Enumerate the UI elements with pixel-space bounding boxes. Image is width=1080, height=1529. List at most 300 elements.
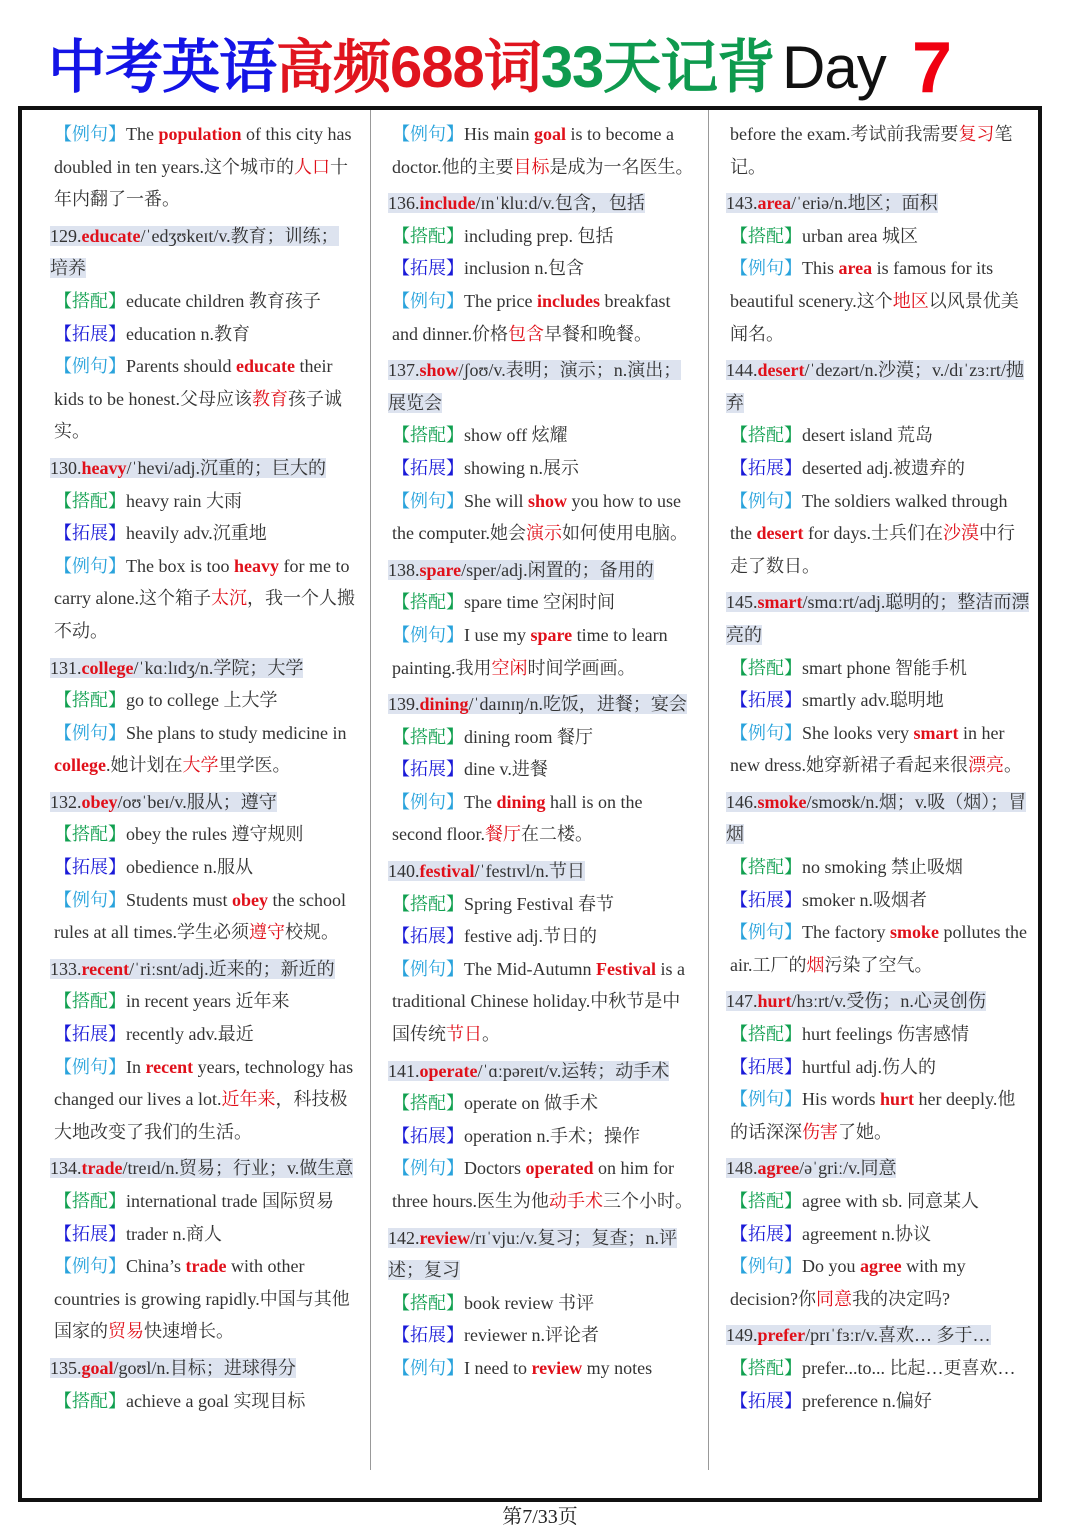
- entry-number: 141.: [388, 1060, 420, 1081]
- headword: goal: [81, 1357, 114, 1378]
- collocation-line: [50, 485, 356, 518]
- text-segment: 了她。: [838, 1121, 892, 1142]
- entry-number: 134.: [50, 1158, 82, 1179]
- example-line: [50, 550, 356, 648]
- text-segment: The soldiers walked through the: [730, 490, 1008, 544]
- text-segment: 三个小时。: [602, 1191, 693, 1211]
- text-segment: operate on 做手术: [464, 1093, 598, 1114]
- example-tag: 【例句】: [392, 958, 464, 979]
- phonetic-and-meaning: /ˈedʒʊkeɪt/v.教育；训练；培养: [50, 225, 339, 279]
- text-segment: heavily adv.沉重地: [126, 523, 267, 544]
- phonetic-and-meaning: /ˈriːsnt/adj.近来的；新近的: [129, 958, 335, 979]
- collocation-tag: 【搭配】: [54, 1390, 126, 1411]
- entry-number: 132.: [50, 791, 82, 812]
- extension-line: [726, 1385, 1032, 1418]
- text-segment: ，科技极大地改变了我们的生活。: [54, 1089, 348, 1142]
- example-continuation: [726, 118, 1032, 183]
- phonetic-and-meaning: /ˈfestɪvl/n.节日: [474, 861, 585, 882]
- example-tag: 【例句】: [392, 1357, 464, 1378]
- text-segment: is a traditional Chinese holiday.中秋节是中国传统: [392, 958, 685, 1045]
- text-segment: is famous for its beautiful scenery.这个: [730, 258, 994, 311]
- text-segment: The: [126, 124, 159, 144]
- collocation-tag: 【搭配】: [730, 857, 802, 878]
- text-segment: time to learn painting.我用: [392, 624, 668, 678]
- phonetic-and-meaning: /ˈeriə/n.地区；面积: [791, 193, 938, 214]
- highlighted-text: educate: [236, 356, 295, 377]
- collocation-tag: 【搭配】: [730, 657, 802, 678]
- text-segment: She will: [464, 490, 529, 511]
- example-line: [50, 1250, 356, 1348]
- heading-highlight: [50, 226, 339, 279]
- entry-number: 142.: [388, 1227, 420, 1248]
- title-part-2: 高频688词: [276, 35, 541, 100]
- example-line: [388, 285, 694, 350]
- extension-tag: 【拓展】: [54, 857, 126, 878]
- example-tag: 【例句】: [392, 290, 464, 311]
- day-label: Day: [782, 34, 886, 101]
- entry-number: 138.: [388, 559, 420, 580]
- highlighted-text: includes: [536, 290, 600, 311]
- column-1: [50, 118, 356, 1417]
- extension-tag: 【拓展】: [730, 457, 802, 478]
- extension-line: [388, 753, 694, 786]
- collocation-line: [726, 419, 1032, 452]
- collocation-line: [726, 1352, 1032, 1385]
- example-line: [388, 118, 694, 183]
- collocation-line: [726, 1018, 1032, 1051]
- heading-highlight: [50, 658, 303, 678]
- collocation-line: [50, 285, 356, 318]
- heading-highlight: [50, 458, 326, 478]
- example-line: [50, 717, 356, 782]
- page-title: [48, 28, 774, 108]
- example-tag: 【例句】: [392, 490, 464, 511]
- title-part-1: 中考英语: [48, 35, 277, 100]
- text-segment: desert island 荒岛: [802, 425, 933, 446]
- word-entry-heading: [50, 220, 356, 285]
- collocation-tag: 【搭配】: [730, 225, 802, 246]
- example-tag: 【例句】: [392, 791, 464, 812]
- heading-highlight: [726, 991, 986, 1011]
- heading-highlight: [50, 792, 277, 812]
- text-segment: including prep. 包括: [464, 225, 614, 246]
- example-tag: 【例句】: [54, 555, 126, 576]
- collocation-line: [50, 985, 356, 1018]
- highlighted-text: spare: [530, 624, 573, 645]
- example-tag: 【例句】: [730, 1256, 802, 1277]
- column-divider: [370, 110, 371, 1470]
- text-segment: years, technology has changed our lives a lot.: [54, 1056, 354, 1110]
- phonetic-and-meaning: /goʊl/n.目标；进球得分: [113, 1357, 296, 1378]
- headword: obey: [81, 791, 118, 812]
- highlighted-text: review: [531, 1357, 583, 1378]
- text-segment: show off 炫耀: [464, 425, 568, 446]
- example-line: [726, 717, 1032, 782]
- word-entry-heading: [388, 354, 694, 419]
- extension-tag: 【拓展】: [392, 457, 464, 478]
- example-line: [50, 884, 356, 949]
- extension-tag: 【拓展】: [54, 523, 126, 544]
- extension-line: [726, 1051, 1032, 1084]
- headword: prefer: [757, 1325, 806, 1346]
- extension-line: [726, 684, 1032, 717]
- text-segment: book review 书评: [464, 1292, 594, 1313]
- highlighted-text: trade: [185, 1256, 227, 1277]
- headword: heavy: [81, 457, 127, 478]
- phonetic-and-meaning: /ˈkɑːlɪdʒ/n.学院；大学: [133, 657, 304, 678]
- extension-line: [50, 1018, 356, 1051]
- text-segment: recently adv.最近: [126, 1024, 254, 1045]
- extension-line: [388, 920, 694, 953]
- collocation-tag: 【搭配】: [54, 290, 126, 311]
- highlighted-text: 目标: [513, 156, 550, 177]
- word-entry-heading: [388, 187, 694, 220]
- example-tag: 【例句】: [730, 722, 802, 743]
- highlighted-text: 动手术: [548, 1191, 603, 1211]
- collocation-line: [50, 1185, 356, 1218]
- collocation-line: [50, 684, 356, 717]
- entry-number: 139.: [388, 694, 420, 715]
- word-entry-heading: [726, 786, 1032, 851]
- extension-line: [388, 452, 694, 485]
- text-segment: breakfast and dinner.价格: [392, 290, 671, 344]
- extension-tag: 【拓展】: [392, 258, 464, 279]
- highlighted-text: agree: [860, 1256, 902, 1277]
- text-segment: achieve a goal 实现目标: [126, 1390, 306, 1411]
- collocation-tag: 【搭配】: [54, 824, 126, 845]
- example-line: [726, 252, 1032, 350]
- extension-tag: 【拓展】: [54, 323, 126, 344]
- text-segment: She plans to study medicine in: [126, 722, 347, 743]
- text-segment: prefer...to... 比起…更喜欢…: [802, 1357, 1016, 1378]
- example-line: [50, 118, 356, 216]
- highlighted-text: 餐厅: [484, 824, 521, 845]
- extension-line: [50, 1218, 356, 1251]
- entry-number: 147.: [726, 991, 758, 1012]
- text-segment: The Mid-Autumn: [464, 958, 596, 979]
- text-segment: 。: [482, 1024, 500, 1045]
- highlighted-text: 烟: [806, 954, 825, 975]
- extension-tag: 【拓展】: [730, 889, 802, 910]
- example-tag: 【例句】: [392, 124, 464, 144]
- text-segment: 校规。: [284, 922, 339, 943]
- collocation-tag: 【搭配】: [54, 1191, 126, 1211]
- heading-highlight: [726, 792, 1026, 845]
- example-line: [726, 1250, 1032, 1315]
- text-segment: spare time 空闲时间: [464, 592, 615, 613]
- phonetic-and-meaning: /rɪˈvjuː/v.复习；复查；n.评述；复习: [388, 1227, 677, 1281]
- highlighted-text: smart: [913, 722, 959, 743]
- text-segment: her deeply.他的话深深: [730, 1089, 1016, 1142]
- text-segment: before the exam.考试前我需要: [730, 124, 959, 144]
- collocation-tag: 【搭配】: [392, 1093, 464, 1114]
- extension-tag: 【拓展】: [54, 1223, 126, 1244]
- example-tag: 【例句】: [392, 1158, 464, 1179]
- collocation-tag: 【搭配】: [392, 1292, 464, 1313]
- column-divider: [708, 110, 709, 1470]
- text-segment: China’s: [126, 1256, 186, 1277]
- text-segment: In: [126, 1056, 146, 1077]
- highlighted-text: 大学: [182, 755, 219, 776]
- text-segment: 是成为一名医生。: [549, 156, 694, 177]
- text-segment: 快速增长。: [144, 1321, 234, 1342]
- text-segment: 中行走了数日。: [730, 523, 1015, 576]
- highlighted-text: heavy: [234, 555, 279, 576]
- heading-highlight: [726, 1158, 896, 1178]
- example-tag: 【例句】: [730, 258, 802, 279]
- highlighted-text: 人口: [293, 156, 330, 177]
- collocation-tag: 【搭配】: [392, 893, 464, 914]
- example-tag: 【例句】: [392, 624, 464, 645]
- text-segment: deserted adj.被遗弃的: [802, 457, 965, 478]
- extension-tag: 【拓展】: [730, 1056, 802, 1077]
- entry-number: 135.: [50, 1357, 82, 1378]
- collocation-line: [726, 1185, 1032, 1218]
- phonetic-and-meaning: /oʊˈbeɪ/v.服从；遵守: [117, 791, 277, 812]
- heading-highlight: [388, 694, 687, 714]
- phonetic-and-meaning: /ˈhevi/adj.沉重的；巨大的: [126, 457, 326, 478]
- text-segment: no smoking 禁止吸烟: [802, 857, 964, 878]
- text-segment: with other countries is growing rapidly.中国与其他国家的: [54, 1256, 350, 1342]
- text-segment: smart phone 智能手机: [802, 657, 967, 678]
- collocation-tag: 【搭配】: [392, 726, 464, 747]
- text-segment: inclusion n.包含: [464, 258, 584, 279]
- collocation-tag: 【搭配】: [54, 690, 126, 711]
- text-segment: I need to: [464, 1357, 532, 1378]
- entry-number: 146.: [726, 791, 758, 812]
- highlighted-text: 包含: [507, 323, 544, 344]
- text-segment: Parents should: [126, 356, 236, 377]
- text-segment: their kids to be honest.父母应该: [54, 356, 333, 409]
- highlighted-text: operated: [525, 1158, 594, 1179]
- text-segment: hurt feelings 伤害感情: [802, 1024, 969, 1045]
- text-segment: The price: [464, 290, 537, 311]
- heading-highlight: [388, 360, 681, 413]
- text-segment: in her new dress.她穿新裙子看起来很: [730, 722, 1005, 776]
- text-segment: 十年内翻了一番。: [54, 156, 348, 210]
- entry-number: 133.: [50, 958, 82, 979]
- highlighted-text: smoke: [889, 922, 939, 943]
- collocation-line: [388, 888, 694, 921]
- phonetic-and-meaning: /smoʊk/n.烟；v.吸（烟）；冒烟: [726, 791, 1027, 845]
- headword: college: [81, 657, 134, 678]
- day-number: 7: [912, 28, 952, 108]
- headword: include: [419, 193, 476, 214]
- highlighted-text: college: [54, 755, 106, 776]
- text-segment: 里学医。: [218, 755, 291, 776]
- collocation-tag: 【搭配】: [730, 1191, 802, 1211]
- word-entry-heading: [388, 554, 694, 587]
- extension-tag: 【拓展】: [54, 1024, 126, 1045]
- text-segment: smoker n.吸烟者: [802, 889, 927, 910]
- collocation-line: [388, 220, 694, 253]
- word-entry-heading: [726, 187, 1032, 220]
- text-segment: 污染了空气。: [824, 954, 933, 975]
- headword: area: [757, 193, 792, 214]
- highlighted-text: 伤害: [802, 1121, 838, 1142]
- phonetic-and-meaning: /ˈdezərt/n.沙漠；v./dɪˈzɜːrt/抛弃: [726, 360, 1024, 413]
- text-segment: Doctors: [464, 1158, 526, 1179]
- text-segment: smartly adv.聪明地: [802, 690, 944, 711]
- heading-highlight: [388, 1228, 677, 1281]
- example-line: [50, 1051, 356, 1149]
- entry-number: 149.: [726, 1325, 758, 1346]
- text-segment: .她计划在: [105, 755, 183, 776]
- collocation-tag: 【搭配】: [392, 592, 464, 613]
- heading-highlight: [726, 360, 1024, 413]
- extension-line: [50, 851, 356, 884]
- phonetic-and-meaning: /ʃoʊ/v.表明；演示；n.演出；展览会: [388, 360, 682, 413]
- title-part-3: 33天记背: [540, 35, 775, 100]
- extension-line: [388, 252, 694, 285]
- text-segment: 笔记。: [730, 124, 1013, 177]
- collocation-line: [388, 1087, 694, 1120]
- text-segment: 在二楼。: [520, 824, 593, 845]
- text-segment: hurtful adj.伤人的: [802, 1056, 936, 1077]
- highlighted-text: 教育: [252, 388, 288, 409]
- text-segment: pollutes the air.工厂的: [730, 922, 1027, 975]
- collocation-tag: 【搭配】: [730, 1024, 802, 1045]
- extension-line: [388, 1120, 694, 1153]
- word-entry-heading: [726, 354, 1032, 419]
- example-tag: 【例句】: [54, 889, 126, 910]
- collocation-line: [726, 851, 1032, 884]
- page-number: 第7/33页: [502, 1506, 578, 1528]
- phonetic-and-meaning: /smɑːrt/adj.聪明的；整洁而漂亮的: [726, 592, 1030, 645]
- highlighted-text: 空闲: [491, 657, 528, 678]
- highlighted-text: recent: [145, 1056, 194, 1077]
- text-segment: 时间学画画。: [527, 657, 636, 678]
- text-segment: trader n.商人: [126, 1223, 222, 1244]
- collocation-line: [388, 1287, 694, 1320]
- headword: educate: [81, 225, 141, 246]
- text-segment: obedience n.服从: [126, 857, 253, 878]
- example-tag: 【例句】: [730, 922, 802, 943]
- headword: show: [419, 360, 459, 381]
- heading-highlight: [388, 560, 654, 580]
- phonetic-and-meaning: /hɜːrt/v.受伤；n.心灵创伤: [791, 991, 986, 1012]
- extension-tag: 【拓展】: [730, 1390, 802, 1411]
- text-segment: 如何使用电脑。: [561, 523, 688, 544]
- heading-highlight: [726, 592, 1029, 645]
- collocation-line: [726, 652, 1032, 685]
- text-segment: on him for three hours.医生为他: [392, 1158, 674, 1211]
- entry-number: 129.: [50, 225, 82, 246]
- text-segment: agreement n.协议: [802, 1223, 931, 1244]
- text-segment: my notes: [582, 1357, 653, 1378]
- headword: smoke: [757, 791, 807, 812]
- example-line: [388, 1352, 694, 1385]
- extension-line: [726, 1218, 1032, 1251]
- word-entry-heading: [50, 452, 356, 485]
- collocation-line: [388, 586, 694, 619]
- highlighted-text: 复习: [958, 124, 995, 144]
- heading-highlight: [50, 1158, 353, 1178]
- headword: hurt: [757, 991, 792, 1012]
- word-entry-heading: [388, 1222, 694, 1287]
- example-line: [388, 953, 694, 1051]
- word-entry-heading: [726, 1152, 1032, 1185]
- entry-number: 145.: [726, 592, 758, 613]
- text-segment: dining room 餐厅: [464, 726, 593, 747]
- extension-line: [726, 884, 1032, 917]
- highlighted-text: 沙漠: [942, 523, 979, 544]
- text-segment: go to college 上大学: [126, 690, 278, 711]
- heading-highlight: [388, 193, 645, 213]
- example-tag: 【例句】: [54, 356, 126, 377]
- example-line: [388, 619, 694, 684]
- heading-highlight: [726, 1325, 991, 1345]
- phonetic-and-meaning: /əˈgriː/v.同意: [799, 1158, 897, 1179]
- collocation-tag: 【搭配】: [392, 425, 464, 446]
- highlighted-text: dining: [496, 791, 546, 812]
- example-tag: 【例句】: [730, 490, 802, 511]
- text-segment: you how to use the computer.她会: [392, 490, 682, 544]
- text-segment: She looks very: [802, 722, 914, 743]
- phonetic-and-meaning: /ˈɑːpəreɪt/v.运转；动手术: [477, 1060, 670, 1081]
- headword: dining: [419, 694, 469, 715]
- highlighted-text: obey: [232, 889, 269, 910]
- word-entry-heading: [50, 786, 356, 819]
- phonetic-and-meaning: /treɪd/n.贸易；行业；v.做生意: [122, 1158, 354, 1179]
- text-segment: is to become a doctor.他的主要: [392, 124, 674, 177]
- text-segment: 孩子诚实。: [54, 388, 342, 442]
- text-segment: 我的决定吗?: [851, 1288, 950, 1309]
- extension-line: [726, 452, 1032, 485]
- example-line: [50, 350, 356, 448]
- text-segment: hall is on the second floor.: [392, 791, 643, 845]
- extension-line: [388, 1319, 694, 1352]
- text-segment: in recent years 近年来: [126, 991, 290, 1012]
- highlighted-text: 遵守: [248, 922, 285, 943]
- highlighted-text: area: [838, 258, 873, 279]
- text-segment: festive adj.节日的: [464, 926, 597, 947]
- word-entry-heading: [50, 953, 356, 986]
- text-segment: of this city has doubled in ten years.这个城市的: [54, 124, 352, 177]
- word-entry-heading: [726, 985, 1032, 1018]
- text-segment: Students must: [126, 889, 233, 910]
- collocation-line: [388, 721, 694, 754]
- highlighted-text: Festival: [596, 958, 656, 979]
- text-segment: for days.士兵们在: [803, 523, 943, 544]
- vocabulary-frame: [18, 106, 1042, 1502]
- collocation-tag: 【搭配】: [54, 991, 126, 1012]
- text-segment: heavy rain 大雨: [126, 490, 242, 511]
- heading-highlight: [50, 1358, 296, 1378]
- text-segment: 早餐和晚餐。: [543, 323, 652, 344]
- entry-number: 148.: [726, 1158, 758, 1179]
- text-segment: agree with sb. 同意某人: [802, 1191, 979, 1211]
- text-segment: operation n.手术；操作: [464, 1125, 640, 1146]
- text-segment: urban area 城区: [802, 225, 918, 246]
- word-entry-heading: [726, 586, 1032, 651]
- highlighted-text: 漂亮: [967, 755, 1004, 776]
- phonetic-and-meaning: /prɪˈfɜːr/v.喜欢… 多于…: [805, 1325, 991, 1346]
- text-segment: His main: [464, 124, 534, 144]
- text-segment: The box is too: [126, 555, 234, 576]
- entry-number: 143.: [726, 193, 758, 214]
- text-segment: international trade 国际贸易: [126, 1191, 334, 1211]
- text-segment: education n.教育: [126, 323, 250, 344]
- word-entry-heading: [50, 1152, 356, 1185]
- entry-number: 130.: [50, 457, 82, 478]
- collocation-tag: 【搭配】: [392, 225, 464, 246]
- extension-tag: 【拓展】: [730, 690, 802, 711]
- word-entry-heading: [50, 1352, 356, 1385]
- highlighted-text: show: [528, 490, 568, 511]
- text-segment: 。: [1003, 755, 1022, 776]
- example-tag: 【例句】: [54, 1056, 126, 1077]
